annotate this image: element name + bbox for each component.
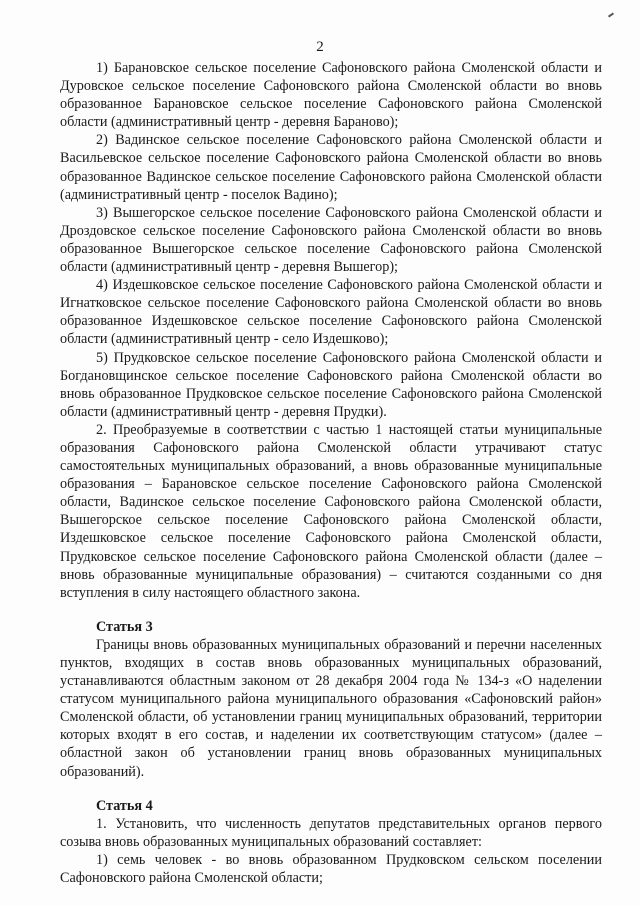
article-4-paragraph-2: 1) семь человек - во вновь образованном Прудковском сельском поселении Сафоновского района Смоленской области; <box>60 851 602 887</box>
article-4-heading: Статья 4 <box>96 797 153 814</box>
paragraph-item-3: 3) Вышегорское сельское поселение Сафоновского района Смоленской области и Дроздовское сельское поселение Сафоновского района Смоленской области во вновь образованное Вышегорское сельское поселение Сафоновского района Смоленской области (административный центр - деревня Вышегор); <box>60 204 602 276</box>
paragraph-item-5: 5) Прудковское сельское поселение Сафоновского района Смоленской области и Богдановщинское сельское поселение Сафоновского района Смоленской области во вновь образованное Прудковское сельское поселение Сафоновского района Смоленской области (административный центр - деревня Прудки). <box>60 349 602 420</box>
article-3-text: Границы вновь образованных муниципальных образований и перечни населенных пунктов, входящих в состав вновь образованных муниципальных образований, устанавливаются областным законом от 28 декабря 2004 года № 134-з «О наделении статусом муниципального района муниципального образования «Сафоновский район» Смоленской области, об установлении границ муниципальных образований, территории которых входят в его состав, и наделении их соответствующим статусом» (далее – областной закон об установлении границ вновь образованных муниципальных образований). <box>60 636 602 780</box>
paragraph-part-2: 2. Преобразуемые в соответствии с частью 1 настоящей статьи муниципальные образования Сафоновского района Смоленской области утрачивают статус самостоятельных муниципальных образований, а вновь образованные муниципальные образования – Барановское сельское поселение Сафоновского района Смоленской области, Вадинское сельское поселение Сафоновского района Смоленской области, Вышегорское сельское поселение Сафоновского района Смоленской области, Издешковское сельское поселение Сафоновского района Смоленской области, Прудковское сельское поселение Сафоновского района Смоленской области (далее – вновь образованные муниципальные образования) – считаются созданными со дня вступления в силу настоящего областного закона. <box>60 421 602 601</box>
paragraph-item-2: 2) Вадинское сельское поселение Сафоновского района Смоленской области и Васильевское сельское поселение Сафоновского района Смоленской области во вновь образованное Вадинское сельское поселение Сафоновского района Смоленской области (административный центр - поселок Вадино); <box>60 132 602 203</box>
page-number: 2 <box>316 39 324 55</box>
article-4-paragraph-1: 1. Установить, что численность депутатов представительных органов первого созыва вновь образованных муниципальных образований составляет: <box>60 815 602 850</box>
paragraph-item-1: 1) Барановское сельское поселение Сафоновского района Смоленской области и Дуровское сельское поселение Сафоновского района Смоленской области во вновь образованное Барановское сельское поселение Сафоновского района Смоленской области (административный центр - деревня Бараново); <box>60 60 602 131</box>
scan-mark <box>608 12 614 17</box>
article-3-heading: Статья 3 <box>96 618 153 635</box>
document-body <box>60 59 602 887</box>
paragraph-item-4: 4) Издешковское сельское поселение Сафоновского района Смоленской области и Игнатковское сельское поселение Сафоновского района Смоленской области во вновь образованное Издешковское сельское поселение Сафоновского района Смоленской области (административный центр - село Издешково); <box>60 277 602 348</box>
